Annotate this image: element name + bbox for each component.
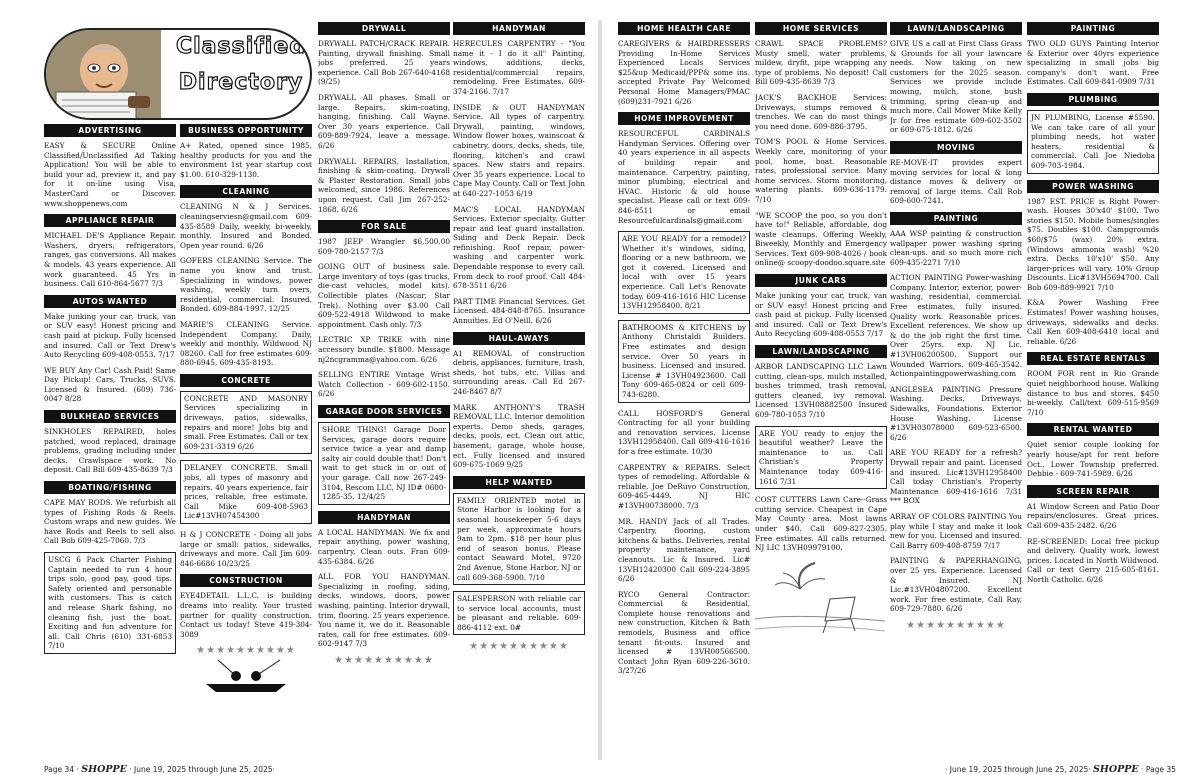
classified-ad: WE BUY Any Car! Cash Paid! Same Day Pickup! Cars, Trucks, SUVS. Licensed & Insured. (609) 736-0047 8/28 <box>44 365 176 404</box>
classified-ad: SELLING ENTIRE Vintage Wrist Watch Collection - 609-602-1150. 6/26 <box>318 370 450 399</box>
classified-ad: MAC'S LOCAL HANDYMAN Services. Exterior specialty. Gutter repair and leaf guard installation. Siding and Deck Repair. Deck refinishing. Roof repair, power-washing and carpenter work. Dependable response to every call. From deck to roof proof. Call 484-678-3511 6/26 <box>453 204 585 291</box>
classified-ad: GOFERS CLEANING Service. The name you know and trust. Specializing in windows, power washing, weekly turn overs, residential, commercial. Insured, Bonded. 609-884-1997. 12/25 <box>180 256 312 314</box>
classified-ad: HERECULES CARPENTRY - "You name it - I do it all" Painting, windows, additions, decks, residential/commercial repairs, remodeling. Free Estimates. 609-374-2166. 7/17 <box>453 39 585 96</box>
column-4 <box>453 22 585 752</box>
newspaper-man-icon <box>46 30 161 120</box>
classified-ad: A1 Window Screen and Patio Door repairs/enclosures. Great prices. Call 609-435-2482. 6/26 <box>1027 501 1159 530</box>
section-header-garage-door-services: GARAGE DOOR SERVICES <box>318 405 450 418</box>
column-6 <box>755 22 887 752</box>
footer-left <box>44 764 275 775</box>
section-header-autos-wanted: AUTOS WANTED <box>44 295 176 308</box>
classified-ad: "WE SCOOP the poo, so you don't have to!" Reliable, affordable, dog waste cleanups. Offering Weekly, Biweekly, Monthly and Emergency Services. Text 609-908-4026 / book online@ scoopy-doodoo.square.site <box>755 210 887 268</box>
section-header-business-opportunity: BUSINESS OPPORTUNITY <box>180 124 312 137</box>
classified-ad: CRAWL SPACE PROBLEMS? Musty smell, water problems, mildew, dryfit, pipe wrapping any type of problems. No deposit! Call Bill 609-435-8639 7/3 <box>755 39 887 87</box>
classified-ad: USCG 6 Pack Charter Fishing Captain needed to run 4 hour trips solo, good pay, good tips. Safety oriented and personable with customers. This is catch and release Shark fishing, no cleaning fish, just the boat. Exciting and fun adventure for all. Call Chris (610) 331-6853 7/10 <box>44 552 176 654</box>
section-header-bulkhead-services: BULKHEAD SERVICES <box>44 410 176 423</box>
section-header-haul-aways: HAUL-AWAYS <box>453 332 585 345</box>
classified-ad: PART TIME Financial Services. Get Licensed. 484-848-8765. Insurance Annuities. Ed O'Neill. 6/26 <box>453 296 585 326</box>
section-header-home-health-care: HOME HEALTH CARE <box>618 22 750 35</box>
section-header-home-services: HOME SERVICES <box>755 22 887 35</box>
section-header-concrete: CONCRETE <box>180 374 312 387</box>
section-header-moving: MOVING <box>890 141 1022 154</box>
classified-ad: MARK ANTHONY'S TRASH REMOVAL LLC. Interior demolition experts. Demo sheds, garages, decks, pools, ect. Clean out attic, basement, garage, whole house, ect. Fully licensed and insured 609-675-1069 9/25 <box>453 402 585 470</box>
classified-ad: A LOCAL HANDYMAN. We fix and repair anything, power washing, carpentry, Clean outs. Fran 609-435-6384. 6/26 <box>318 527 450 566</box>
classified-ad: RYCO General Contractor: Commercial & Residential, Complete house renovations and new construction, Kitchen & Bath remodels, Business and office tenant fit-outs. Insured and licensed # 13VH00566500. Contact John Ryan 609-226-3610. 3/27/26 <box>618 589 750 676</box>
classified-ad: K&A Power Washing Free Estimates! Power washing houses, driveways, sidewalks and decks. Call Ken 609-408-6410 local and reliable. 6/26 <box>1027 298 1159 346</box>
classified-ad: CAPE MAY RODS. We refurbish all types of Fishing Rods & Reels. Custom wraps and new guides. We have Rods and Reels to sell also. Call Bob 609-425-7060. 7/3 <box>44 498 176 546</box>
classified-ad: JACK'S BACKHOE Services: Driveways, stumps removed & trenches. We can do most things you need done. 609-886-3795. <box>755 92 887 131</box>
classified-ad: GIVE US a call at First Class Grass & Grounds for all your lawncare needs. Now taking on new customers for the 2025 season. Services we provide include mowing, mulch, stone, bush trimming, spring clean-up and much more. Call Mower Mike Kelly Jr for free estimate 609-602-3502 or 609-675-1812. 6/26 <box>890 39 1022 135</box>
classified-ad: AAA WSP painting & construction wallpaper power washing spring clean-ups. and so much more rich 609-435-2271 7/10 <box>890 228 1022 267</box>
footer-date-left: · June 19, 2025 through June 25, 2025· <box>129 765 275 774</box>
classified-ad: FAMILY ORIENTED motel in Stone Harbor is looking for a seasonal housekeeper 5-6 days per week, approximate hours 9am to 2pm. $18 per hour plus end of season bonus. Please contact Seaward Motel, 9720 2nd Avenue, Stone Harbor, NJ or call 609-368-5900. 7/10 <box>453 493 585 585</box>
column-7 <box>890 22 1022 752</box>
classified-ad: ARE YOU ready to enjoy the beautiful weather? Leave the maintenance to us. Call Christian's Property Maintenance today 609-416-1616 7/31 <box>755 426 887 490</box>
section-header-junk-cars: JUNK CARS <box>755 274 887 287</box>
star-divider-icon: ★★★★★★★★★★ <box>906 619 1006 631</box>
classified-ad: CAREGIVERS & HAIRDRESSERS Providing In-Home Services Experienced Locals Services $25&up Medicaid/PPP& some ins. accepted Private Pay Welcomed Personal Home Managers/PMAC (609)231-7921 6/26 <box>618 39 750 106</box>
footer-date-right: · June 19, 2025 through June 25, 2025· <box>945 765 1091 774</box>
classified-ad: Make junking your car, truck, van or SUV easy! Honest pricing and cash paid at pickup. Fully licensed and insured. Call or Text Drew's Auto Recycling 609-408-0553. 7/17 <box>44 311 176 360</box>
star-divider-icon: ★★★★★★★★★★ <box>469 641 569 653</box>
classified-ad: TOM'S POOL & Home Services. Weekly care, monitoring of your pool, home, boat. Reasonable rates, professional service. Many home services. Storm monitoring, watering plants. 609-636-1179. 7/10 <box>755 137 887 204</box>
classified-ad: MR. HANDY Jack of all Trades. Carpentry, flooring, custom kitchens & baths. Deliveries, rental property maintenance, yard cleanouts. Lic & Insured. Lic# 13VH12420300 Call 609-224-3895 6/26 <box>618 516 750 584</box>
classified-ad: LECTRIC XP TRIKE with nine accessory bundle. $1800. Message nj2ncgramma@yahoo.com. 6/26 <box>318 335 450 364</box>
classified-ad: GOING OUT of business sale. Large inventory of toys (gas trucks, die-cast vehicles, model kits). Collectible plates (Nascar, Star Trek). Nothing over $3.00 Call 609-522-4918 Wildwood to make appointment. Cash only. 7/3 <box>318 262 450 329</box>
section-header-appliance-repair: APPLIANCE REPAIR <box>44 214 176 227</box>
star-divider-icon: ★★★★★★★★★★ <box>196 645 296 657</box>
classified-ad: H & J CONCRETE - Doing all jobs large or small: patios, sidewalks, driveways and more. Call Jim 609-846-6686 10/23/25 <box>180 530 312 568</box>
section-header-cleaning: CLEANING <box>180 185 312 198</box>
section-header-handyman: HANDYMAN <box>318 511 450 524</box>
footer-brand-right: SHOPPE <box>1093 764 1139 775</box>
classified-ad: DELANEY CONCRETE. Small jobs, all types of masonry and repairs. 40 years experience, fair prices, reliable, free estimate. Call Mike 609-408-5963 Lic#13VH07454300 <box>180 460 312 524</box>
footer-right <box>945 764 1176 775</box>
column-8 <box>1027 22 1159 752</box>
classified-ad: BATHROOMS & KITCHENS by Anthony Christaldi Builders. Free estimates and design service. Over 50 years in business. Licensed and insured. License # 13VH04923600. Call Tony 609-465-0824 or cell 609-743-6280. <box>618 320 750 403</box>
classified-ad: DRYWALL REPAIRS, Installation, finishing & skim-coating. Drywall & Plaster Restoration. Small jobs welcomed, since 1986. References upon request. Call Jim 267-252-1868. 6/26 <box>318 156 450 214</box>
classified-ad: RE-SCREENED: Local free pickup and delivery. Quality work, lowest prices. Located in North Wildwood. Call or text Gerry 215-605-8161. North Catholic. 6/26 <box>1027 536 1159 584</box>
beach-chair-icon <box>755 559 885 639</box>
classified-ad: TWO OLD GUYS Painting Interior & Exterior over 40yrs experience specializing in small jobs big company's don't want. Free Estimates. Call 609-841-0909 7/31 <box>1027 39 1159 87</box>
classified-ad: PAINTING & PAPERHANGING, over 25 yrs. Experience. Licensed & Insured. NJ Lic.#13VH04807200. Excellent work. For free estimate, Call Ray, 609-729-7880. 6/26 <box>890 556 1022 614</box>
classified-ad: DRYWALL All phases. Small or large. Repairs, skim-coating, hanging, finishing. Call Wayne. Over 30 years experience. Call 609-889-7924, leave a message. 6/26 <box>318 92 450 150</box>
classified-ad: INSIDE & OUT HANDYMAN Service. All types of carpentry. Drywall, painting, windows, Window flower boxes, wainscoat & cabinetry, doors, decks, sheds, tile, flooring, kitchen's and crawl spaces. New stairs and repairs. Over 35 years experience. Local to Cape May County. Call or Text John at 640-227-1053 6/19 <box>453 102 585 198</box>
column-5 <box>618 22 750 752</box>
section-header-handyman: HANDYMAN <box>453 22 585 35</box>
footer-page-right: · Page 35 <box>1141 765 1176 774</box>
section-header-lawn-landscaping: LAWN/LANDSCAPING <box>890 22 1022 35</box>
masthead-line1: Classified <box>175 34 307 59</box>
classified-ad: 1987 EST. PRICE is Right Power-wash. Houses 30'x40' $100. Two stories $150. Mobile homes/singles $75. Doubles $100. Campgrounds $60/$75 (wax) 20% extra. (Windows ammonia wash) %20 extra. Decks 10'x10' $50. Any larger-prices will vary. 10% Group Discounts. Lic#13VH5694700. Call Bob 609-889-9921 7/10 <box>1027 196 1159 292</box>
classified-ad: RE-MOVE-IT provides expert moving services for local & long distance moves & delivery or removal of large items. Call Rob 609-600-7241. <box>890 157 1022 206</box>
footer-brand-left: SHOPPE <box>81 764 127 775</box>
page-gutter <box>598 20 602 760</box>
classified-ad: CLEANING N & J Services. cleaningserviesn@gmail.com 609-435-8589 Daily, weekly, bi-weekly, monthly. Insured and Bonded. Open year round. 6/26 <box>180 202 312 250</box>
classified-ad: CARPENTRY & REPAIRS. Select types of remodeling. Affordable & reliable. Joe DeRuvo Construction, 609-465-4449. NJ HIC #13VH00738000. 7/3 <box>618 462 750 510</box>
footer-page-left: Page 34 · <box>44 765 79 774</box>
classified-ad: CALL HOSFORD'S General Contracting for all your building and renovation services. License 13VH12958400. Call 609-416-1616 for a free estimate. 10/30 <box>618 408 750 456</box>
section-header-advertising: ADVERTISING <box>44 124 176 137</box>
fishing-boat-icon <box>196 658 296 694</box>
classified-ad: JN PLUMBING, License #5590. We can take care of all your plumbing needs, hot water heaters, residential & commercial. Call Joe Niedoba 609-703-1984. <box>1027 110 1159 174</box>
classified-ad: MARIE'S CLEANING Service. Independent Company. Daily, weekly and monthly. Wildwood NJ 08260. Call for free estimates 609-880-6945, 609-435-8193. <box>180 319 312 368</box>
classified-ad: ALL FOR YOU HANDYMAN. Specializing in roofing, siding, decks, windows, doors, power washing, painting. Interior drywall, trim, flooring. 25 years experience. You name it, we do it. Reasonable rates, call for free estimates. 609-602-9147 7/3 <box>318 572 450 649</box>
classified-ad: 1987 JEEP Wrangler $6,500.00 609-780-2157 7/3 <box>318 237 450 256</box>
column-3 <box>318 22 450 752</box>
classified-ad: MICHAEL DE'S Appliance Repair. Washers, dryers, refrigerators, ranges, gas conversions. All makes & models. 43 years experience. All work guaranteed. 45 Yrs in business. Call 610-864-5677 7/3 <box>44 231 176 289</box>
classified-ad: A+ Rated, opened since 1985, healthy products for you and the environment 1st year startup cost $1.00. 610-329-1130. <box>180 141 312 179</box>
classified-ad: ARRAY OF COLORS PAINTING You play while I stay and make it look new for you. Licensed and insured. Call Barry 609-408-8759 7/17 <box>890 511 1022 550</box>
classified-ad: SHORE THING! Garage Door Services, garage doors require service twice a year and damp salty air could double that! Don't wait to get stuck in or out of your garage. Call now 267-249-3104, Rescom LLC, NJ ID# 0600-1285-35. 12/4/25 <box>318 422 450 505</box>
classified-ad: ARE YOU READY for a refresh? Drywall repair and paint. Licensed and insured. Lic#13VH12958400 Call today Christian's Property Maintenance 609-416-1616 7/31 *** BOX <box>890 448 1022 506</box>
classified-ad: Make junking your car, truck, van or SUV easy! Honest pricing and cash paid at pickup. Fully licensed and insured. Call or Text Drew's Auto Recycling 609-408-0553 7/17 <box>755 291 887 339</box>
classified-ad: ARBOR LANDSCAPING LLC Lawn cutting, clean-ups, mulch installed, bushes trimmed, trash removal, gutters cleaned, ivy removal. Licensed 13VH08882500 Insured 609-780-1053 7/10 <box>755 362 887 419</box>
classified-ad: EYE4DETAIL L.L.C. is building dreams into reality. Your trusted partner for quality construction. Contact us today! Steve 419-304-3089 <box>180 591 312 639</box>
section-header-drywall: DRYWALL <box>318 22 450 35</box>
column-2 <box>180 124 312 752</box>
masthead <box>44 28 312 120</box>
classified-ad: ROOM FOR rent in Rio Grande quiet neighborhood house. Walking distance to bus and stores. $450 bi-weekly. Call/text 609-515-9569 7/10 <box>1027 369 1159 417</box>
classified-ad: Quiet senior couple looking for yearly house/apt for rent before Oct., Lower Township preferred. Debbie - 609-741-5989. 6/26 <box>1027 440 1159 479</box>
section-header-boating-fishing: BOATING/FISHING <box>44 481 176 494</box>
section-header-painting: PAINTING <box>1027 22 1159 35</box>
classified-ad: EASY & SECURE Online Classified/Unclassified Ad Taking Application! You will be able to build your ad, preview it, and pay for it on-line using Visa, MasterCard or Discover. www.shoppenews.com <box>44 141 176 208</box>
section-header-plumbing: PLUMBING <box>1027 93 1159 106</box>
classified-ad: SALESPERSON with reliable car to service local accounts, must be pleasant and reliable. 609-886-4112 ext. 0# <box>453 591 585 635</box>
section-header-home-improvement: HOME IMPROVEMENT <box>618 112 750 125</box>
classified-ad: ARE YOU READY for a remodel? Whether it's windows, siding, flooring or a new bathroom, we got it covered. Licensed and local with over 15 years experience. Call Let's Renovate today. 609-416-1616 HIC License 13VH12958400. 8/21 <box>618 231 750 314</box>
classified-ad: A1 REMOVAL of construction debris, appliances, furniture, trash, sheds, hot tubs, etc. Villas and surrounding areas. Call Ed 267-246-8467 8/7 <box>453 348 585 396</box>
classified-ad: RESOURCEFUL CARDINALS Handyman Services. Offering over 40 years experience in all aspects of building repair and maintenance. Carpentry, painting, minor plumbing, electrical and HVAC. Historic & old house specialist. Please call or text 609-846-8511 or email Resourcefulcardinals@gmail.com <box>618 129 750 225</box>
classified-ad: ACTION PAINTING Power-washing Company. Interior, exterior, power-washing, residential, commercial. Free estimates, fully insured. Quality work. Reasonable prices. Excellent references. We show up & do the job right the first time. Over 25yrs. exp. NJ Lic. #13VH06200500. Support our Wounded Warriors. 609-465-3542. Actionpaintingpowerwashing.com <box>890 273 1022 379</box>
classified-ad: ANGLESEA PAINTING Pressure Washing. Decks, Driveways, Sidewalks, Foundations. Exterior House Washing. License #13VH03078000 609-523-6500. 6/26 <box>890 384 1022 442</box>
classified-ad: CONCRETE AND MASONRY Services specializing in driveways, patios, sidewalks, repairs and more! Jobs big and small. Free Estimates. Call or tex 609-231-3319 6/26 <box>180 391 312 455</box>
section-header-painting: PAINTING <box>890 212 1022 225</box>
section-header-real-estate-rentals: REAL ESTATE RENTALS <box>1027 352 1159 365</box>
section-header-rental-wanted: RENTAL WANTED <box>1027 423 1159 436</box>
classified-ad: DRYWALL PATCH/CRACK REPAIR. Painting, drywall finishing. Small jobs preferred. 25 years experience. Call Bob 267-640-4168 (9/25) <box>318 39 450 87</box>
section-header-for-sale: FOR SALE <box>318 220 450 233</box>
section-header-help-wanted: HELP WANTED <box>453 476 585 489</box>
section-header-screen-repair: SCREEN REPAIR <box>1027 485 1159 498</box>
section-header-power-washing: POWER WASHING <box>1027 180 1159 193</box>
masthead-line2: Directory <box>178 70 304 95</box>
column-1 <box>44 124 176 752</box>
classified-ad: COST CUTTERS Lawn Care--Grass cutting service. Cheapest in Cape May County area. Most lawns under $40. Call 609-827-2305. Free estimates. All calls returned. NJ LIC 13VH09979100. <box>755 495 887 553</box>
section-header-construction: CONSTRUCTION <box>180 574 312 587</box>
star-divider-icon: ★★★★★★★★★★ <box>334 654 434 666</box>
classified-ad: SINKHOLES REPAIRED, holes patched, wood replaced, drainage problems, grading including under decks. Crawlspace work. No deposit. Call Bill 609-435-8639 7/3 <box>44 427 176 475</box>
section-header-lawn-landscaping: LAWN/LANDSCAPING <box>755 345 887 358</box>
